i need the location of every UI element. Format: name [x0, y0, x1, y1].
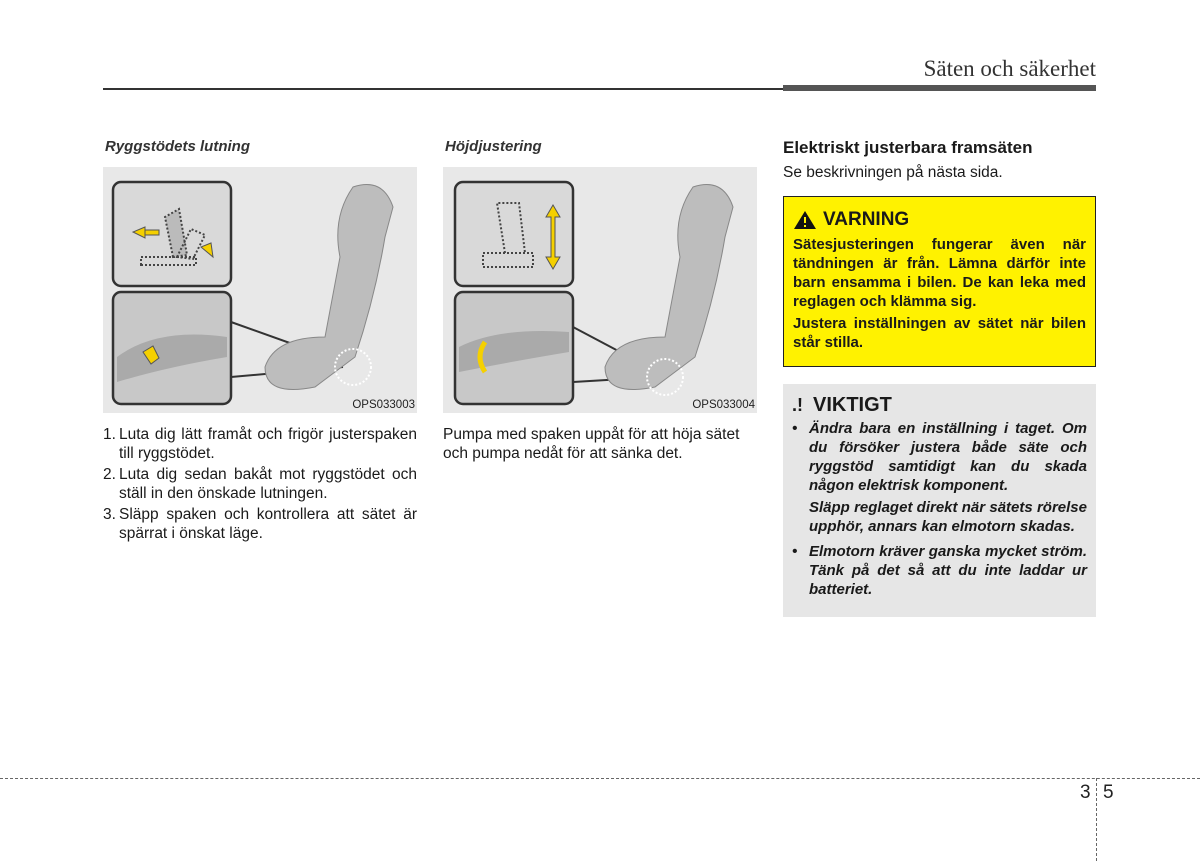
- section-title: Säten och säkerhet: [923, 56, 1096, 81]
- chapter-number: 3: [1080, 782, 1091, 803]
- warning-triangle-icon: [793, 210, 817, 230]
- electric-subtext: Se beskrivningen på nästa sida.: [783, 164, 1003, 181]
- list-item: • Elmotorn kräver ganska mycket ström. Tänk på det så att du inte laddar ur batteriet.: [792, 543, 1087, 598]
- seat-illustration: [443, 167, 757, 413]
- step-number: 3.: [103, 506, 116, 523]
- important-title: VIKTIGT: [813, 394, 892, 416]
- footer-divider: [1096, 778, 1097, 861]
- list-item: • Ändra bara en inställning i taget. Om du försöker justera både säte och ryggstöd samtidigt kan du skada någon elektrisk komponent. Släpp reglaget direkt när sätets rörelse upphör, annars kan elmotorn skadas.: [792, 420, 1087, 535]
- list-item: [103, 505, 417, 543]
- warning-text: Justera inställningen av sätet när bilen står stilla.: [793, 315, 1086, 351]
- figure-code: OPS033004: [692, 399, 755, 411]
- step-text: Luta dig lätt framåt och frigör justerspaken till ryggstödet.: [119, 426, 417, 462]
- step-text: Luta dig sedan bakåt mot ryggstödet och ställ in den önskade lutningen.: [119, 466, 417, 502]
- warning-title: VARNING: [823, 209, 910, 230]
- warning-text: Sätesjusteringen fungerar även när tändningen är från. Lämna därför inte barn ensamma i bilen. De kan leka med reglagen och klämma sig.: [793, 236, 1086, 310]
- warning-box: [783, 196, 1096, 367]
- step-number: 2.: [103, 466, 116, 483]
- column-backrest: [103, 138, 417, 545]
- exclamation-icon: .!: [792, 395, 803, 415]
- step-text: Släpp spaken och kontrollera att sätet är spärrat i önskat läge.: [119, 506, 417, 542]
- important-box: [783, 384, 1096, 617]
- step-number: 1.: [103, 426, 116, 443]
- list-item: [103, 425, 417, 463]
- seat-illustration: [103, 167, 417, 413]
- height-heading: Höjdjustering: [445, 138, 542, 155]
- electric-heading: Elektriskt justerbara framsäten: [783, 138, 1033, 157]
- important-text: Elmotorn kräver ganska mycket ström. Tänk på det så att du inte laddar ur batteriet.: [809, 543, 1087, 598]
- header-rule: [103, 88, 783, 90]
- backrest-steps: [103, 425, 417, 543]
- figure-code: OPS033003: [352, 399, 415, 411]
- important-text: Ändra bara en inställning i taget. Om du försöker justera både säte och ryggstöd samtidigt kan du skada någon elektrisk komponent.: [809, 420, 1087, 494]
- backrest-figure: [103, 167, 417, 413]
- height-text: Pumpa med spaken uppåt för att höja sätet och pumpa nedåt för att sänka det.: [443, 426, 740, 462]
- column-electric: [783, 138, 1096, 617]
- column-height: [443, 138, 757, 463]
- important-text: Släpp reglaget direkt när sätets rörelse upphör, annars kan elmotorn skadas.: [809, 499, 1087, 535]
- backrest-heading: Ryggstödets lutning: [105, 138, 250, 155]
- footer-rule: [0, 778, 1200, 779]
- height-figure: [443, 167, 757, 413]
- page-number: 5: [1103, 782, 1114, 803]
- header-bar: [783, 85, 1096, 91]
- list-item: [103, 465, 417, 503]
